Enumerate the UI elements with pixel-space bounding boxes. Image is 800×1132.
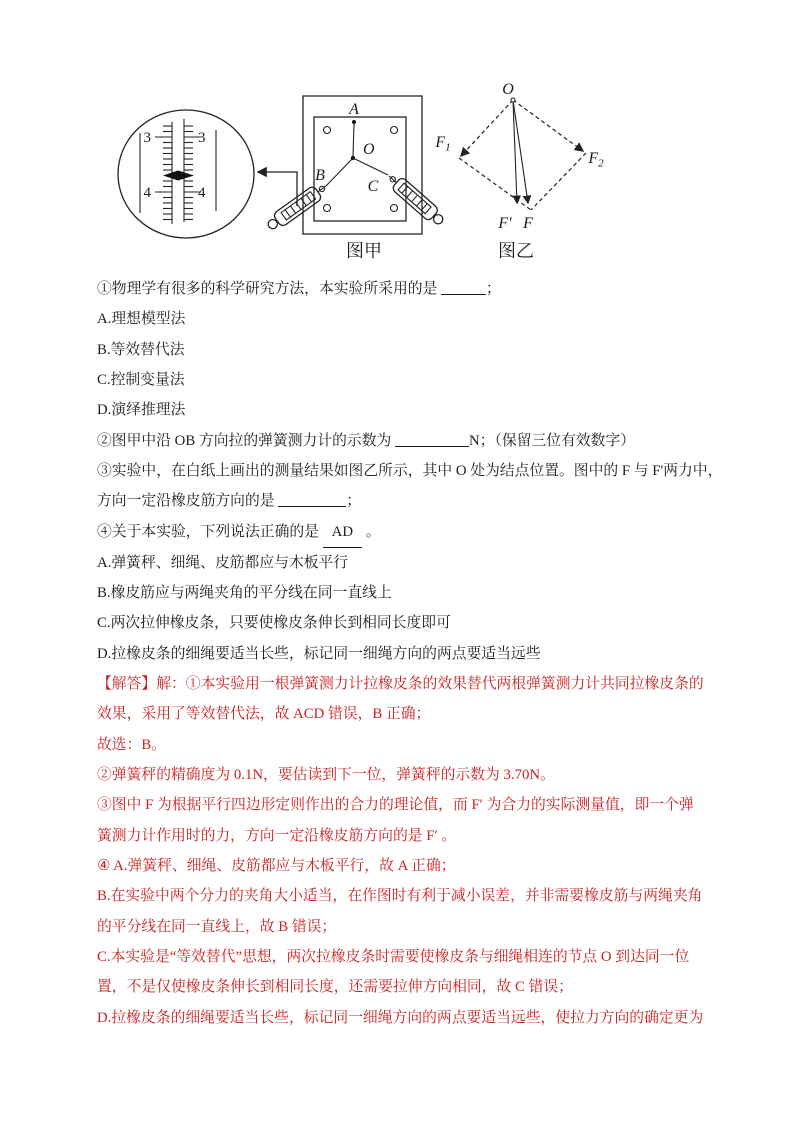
option-4-a: A.弹簧秤、细绳、皮筋都应与木板平行 [97, 554, 349, 571]
answer-blank-4: AD [323, 517, 362, 548]
spring-scale-right [384, 170, 447, 228]
option-1-c: C.控制变量法 [97, 371, 185, 388]
answer-blank-2 [395, 432, 469, 447]
option-4-b: B.橡皮筋应与两绳夹角的平分线在同一直线上 [97, 585, 392, 602]
option-4-d: D.拉橡皮条的细绳要适当长些，标记同一细绳方向的两点要适当远些 [97, 645, 541, 662]
solution-line-5: ③图中 F 为根据平行四边形定则作出的合力的理论值，而 F′ 为合力的实际测量值，即一个弹 [97, 797, 694, 814]
solution-line-8: B.在实验中两个分力的夹角大小适当，在作图时有利于减小误差，并非需要橡皮筋与两绳夹角 [97, 888, 703, 905]
point-o-label: O [363, 141, 375, 158]
point-c-label: C [367, 178, 379, 195]
force-f2-label: $F_2$ [588, 150, 604, 170]
option-1-b: B.等效替代法 [97, 341, 185, 358]
solution-line-3: 故选：B。 [97, 736, 167, 753]
solution-line-4: ②弹簧秤的精确度为 0.1N，要估读到下一位，弹簧秤的示数为 3.70N。 [97, 767, 555, 783]
answer-blank-3 [278, 492, 346, 507]
board-figure [264, 96, 447, 261]
tick-marks-left [155, 126, 172, 220]
question-3-tail: ； [346, 493, 362, 510]
solution-line-12: D.拉橡皮条的细绳要适当长些，标记同一细绳方向的两点要适当远些，使拉力方向的确定更为 [97, 1009, 704, 1026]
force-f1-label: $F_1$ [435, 134, 451, 154]
force-diagram [434, 81, 604, 261]
solution-line-11: 置，不是仅使橡皮条伸长到相同长度，还需要拉伸方向相同，故 C 错误； [97, 979, 573, 996]
scale-label-3-left: 3 [143, 130, 151, 146]
scale-pointer [163, 171, 194, 181]
question-1 [97, 274, 721, 304]
solution-line-2: 效果，采用了等效替代法，故 ACD 错误，B 正确； [97, 706, 431, 723]
scale-label-4-left: 4 [143, 185, 151, 201]
question-and-answer-block [97, 274, 721, 1033]
option-1-a: A.理想模型法 [97, 311, 186, 328]
question-4-tail: 。 [365, 523, 381, 540]
force-o-label: O [502, 81, 514, 98]
question-3-line2 [97, 486, 721, 516]
scale-label-3-right: 3 [198, 130, 206, 146]
scale-label-4-right: 4 [198, 185, 206, 201]
question-1-text: ①物理学有很多的科学研究方法，本实验所采用的是 [97, 281, 438, 297]
point-a-label: A [349, 101, 359, 118]
solution-line-9: 的平分线在同一直线上，故 B 错误； [97, 918, 337, 935]
question-1-tail: ； [486, 281, 501, 297]
question-3-text: 方向一定沿橡皮筋方向的是 [97, 493, 275, 510]
point-b-label: B [315, 167, 325, 184]
question-2-tail: N；（保留三位有效数字） [469, 432, 636, 449]
option-4-c: C.两次拉伸橡皮条，只要使橡皮条伸长到相同长度即可 [97, 615, 451, 632]
figure-yi-caption: 图乙 [498, 241, 534, 261]
figure-strip [0, 0, 800, 270]
figure-jia-caption: 图甲 [346, 241, 382, 261]
answer-blank-1 [441, 280, 486, 295]
question-2 [97, 426, 721, 456]
question-2-text: ②图甲中沿 OB 方向拉的弹簧测力计的示数为 [97, 432, 392, 449]
question-4 [97, 517, 721, 548]
force-fprime-label: F′ [498, 215, 512, 232]
solution-line-10: C.本实验是“等效替代”思想，两次拉橡皮条时需要使橡皮条与细绳相连的节点 O 到达同一位 [97, 948, 690, 965]
question-4-text: ④关于本实验，下列说法正确的是 [97, 523, 319, 540]
solution-line-7: ④ A.弹簧秤、细绳、皮筋都应与木板平行，故 A 正确； [97, 857, 456, 874]
question-3-line1: ③实验中，在白纸上画出的测量结果如图乙所示，其中 O 处为结点位置。图中的 F 与 F'两力中， [97, 462, 723, 479]
magnifier-figure [118, 110, 254, 238]
force-f-label: F [523, 215, 533, 232]
solution-line-6: 簧测力计作用时的力，方向一定沿橡皮筋方向的是 F′ 。 [97, 827, 457, 844]
option-1-d: D.演绎推理法 [97, 402, 186, 419]
solution-line-1: 【解答】解：①本实验用一根弹簧测力计拉橡皮条的效果替代两根弹簧测力计共同拉橡皮条的 [97, 676, 704, 693]
